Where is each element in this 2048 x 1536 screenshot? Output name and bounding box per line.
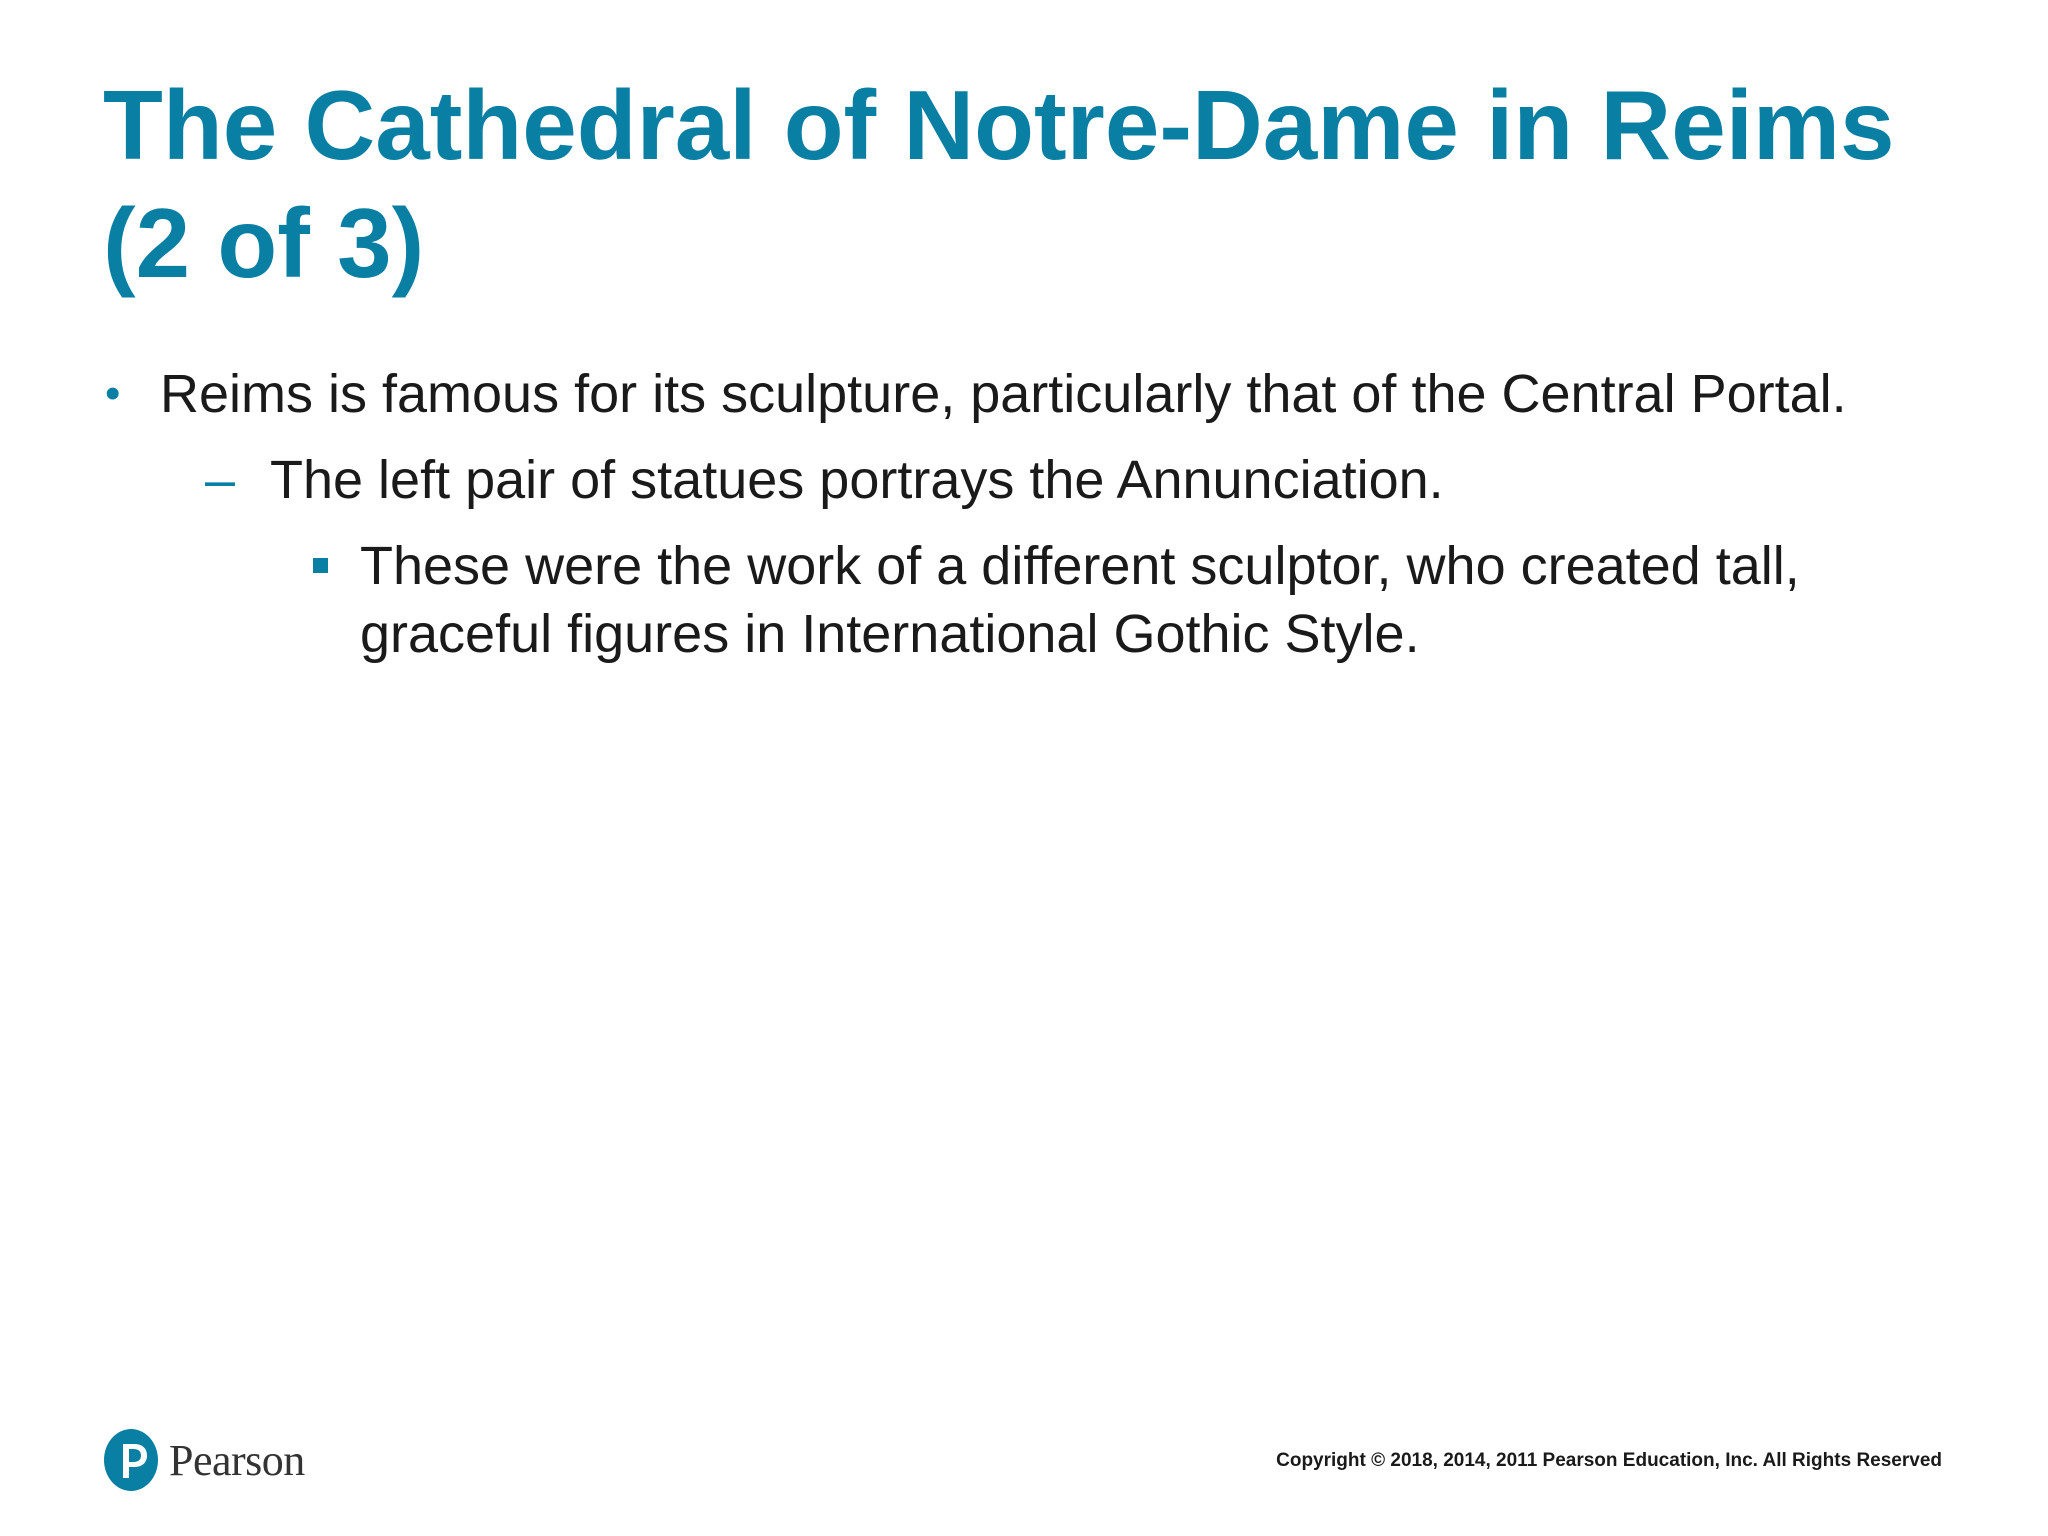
bullet-square-icon <box>313 558 328 573</box>
bullet-dot-icon: • <box>105 369 121 418</box>
bullet-level-2-text: The left pair of statues portrays the Annunciation. <box>270 450 1444 510</box>
slide-title-line-2: (2 of 3) <box>103 188 425 298</box>
bullet-level-1 <box>105 360 2000 428</box>
slide-title <box>103 66 1983 302</box>
copyright-notice: Copyright © 2018, 2014, 2011 Pearson Education, Inc. All Rights Reserved <box>1276 1450 1942 1471</box>
bullet-level-1-text: Reims is famous for its sculpture, particularly that of the Central Portal. <box>160 364 1847 424</box>
pearson-logo-text: Pearson <box>169 1435 305 1485</box>
slide-title-line-1: The Cathedral of Notre-Dame in Reims <box>103 70 1895 180</box>
pearson-p-icon <box>103 1428 159 1492</box>
bullet-level-3-text-line-2: graceful figures in International Gothic Style. <box>360 604 1420 664</box>
pearson-logo <box>103 1428 305 1492</box>
bullet-level-2 <box>205 446 1970 514</box>
bullet-level-3-text-line-1: These were the work of a different sculptor, who created tall, <box>360 536 1800 596</box>
bullet-level-3 <box>360 532 1920 668</box>
bullet-dash-icon: – <box>205 450 236 510</box>
